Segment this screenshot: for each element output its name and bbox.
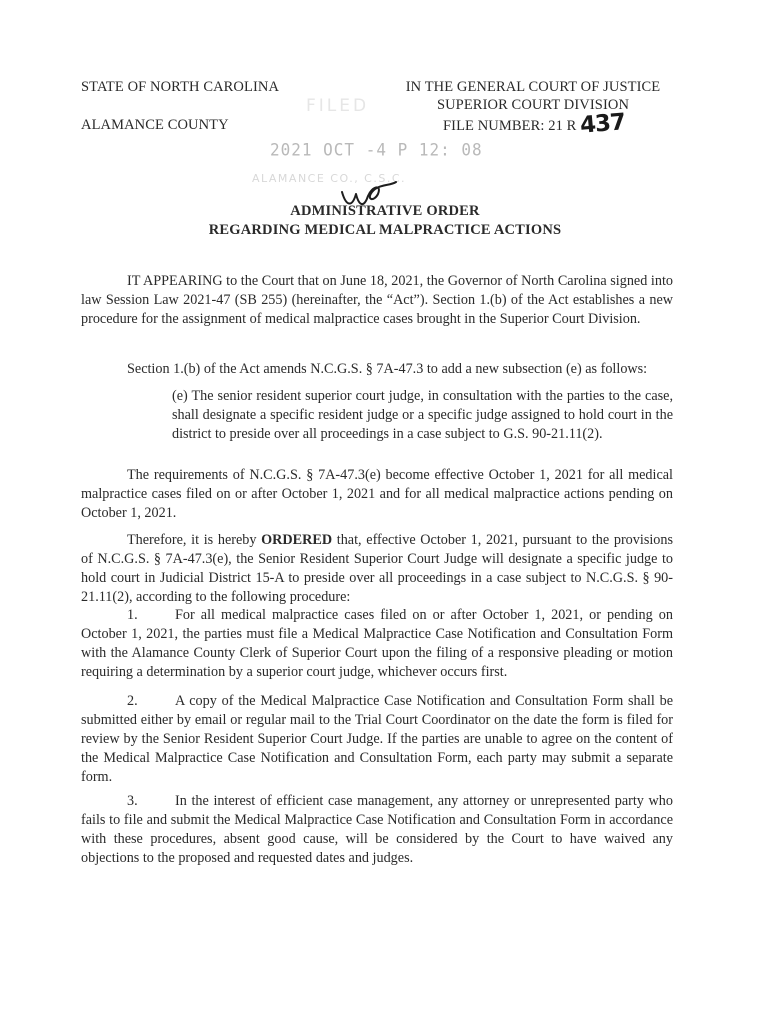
filed-stamp: FILED [306, 96, 370, 116]
quoted-subsection-e: (e) The senior resident superior court judge, in consultation with the parties to the case, shall designate a specific resident judge or a specific judge assigned to hold court in the district to preside over all proceedings in a case subject to G.S. 90-21.11(2). [172, 388, 673, 442]
court-heading-line2: SUPERIOR COURT DIVISION [436, 97, 630, 113]
paragraph-appearing: IT APPEARING to the Court that on June 18, 2021, the Governor of North Carolina signed into law Session Law 2021-47 (SB 255) (hereinafter, the “Act”). Section 1.(b) of the Act establishes a new procedure for the assignment of medical malpractice cases brought in the Superior Court Division. [81, 273, 673, 327]
list-item-number: 1. [127, 607, 138, 623]
paragraph-section-amends: Section 1.(b) of the Act amends N.C.G.S. § 7A-47.3 to add a new subsection (e) as follows: [127, 361, 648, 377]
file-number-label: FILE NUMBER: 21 R [443, 118, 577, 134]
list-item-text: For all medical malpractice cases filed on or after October 1, 2021, or pending on October 1, 2021, the parties must file a Medical Malpractice Case Notification and Consultation Form with the Alamance County Clerk of Superior Court upon the filing of a responsive pleading or motion requiring a determination by a superior court judge, whichever occurs first. [81, 607, 673, 680]
court-heading-line1: IN THE GENERAL COURT OF JUSTICE [405, 79, 661, 95]
list-item [81, 692, 673, 787]
ordered-keyword: ORDERED [261, 532, 333, 548]
file-number [443, 109, 627, 139]
paragraph-ordered [81, 531, 673, 607]
clerk-stamp: ALAMANCE CO., C.S.C. [252, 172, 407, 185]
order-title-line1: ADMINISTRATIVE ORDER [290, 203, 480, 219]
list-item [81, 792, 673, 868]
list-item-text: A copy of the Medical Malpractice Case Notification and Consultation Form shall be submitted either by email or regular mail to the Trial Court Coordinator on the date the form is filed for review by the Senior Resident Superior Court Judge. If the parties are unable to agree on the content of the Medical Malpractice Case Notification and Consultation Form, each party may submit a separate form. [81, 693, 673, 785]
paragraph-requirements: The requirements of N.C.G.S. § 7A-47.3(e) become effective October 1, 2021 for all medical malpractice cases filed on or after October 1, 2021 and for all medical malpractice actions pending on October 1, 2021. [81, 467, 673, 521]
county-heading: ALAMANCE COUNTY [81, 117, 229, 133]
list-item [81, 606, 673, 682]
ordered-rest: that, effective October 1, 2021, pursuant to the provisions of N.C.G.S. § 7A-47.3(e), the Senior Resident Superior Court Judge will designate a specific judge to hold court in Judicial District 15-A to preside over all proceedings in a case subject to N.C.G.S. § 90-21.11(2), according to the following procedure: [81, 532, 673, 605]
list-item-number: 3. [127, 793, 138, 809]
file-number-handwritten: 437 [579, 109, 627, 139]
filed-datetime-stamp: 2021 OCT -4 P 12: 08 [270, 139, 483, 160]
ordered-intro: Therefore, it is hereby [127, 532, 262, 548]
list-item-number: 2. [127, 693, 138, 709]
order-title-line2: REGARDING MEDICAL MALPRACTICE ACTIONS [208, 222, 562, 238]
list-item-text: In the interest of efficient case management, any attorney or unrepresented party who fails to file and submit the Medical Malpractice Case Notification and Consultation Form in accordance with these procedures, absent good cause, will be considered by the Court to have waived any objections to the proposed and requested dates and judges. [81, 793, 673, 866]
state-heading: STATE OF NORTH CAROLINA [81, 79, 280, 95]
